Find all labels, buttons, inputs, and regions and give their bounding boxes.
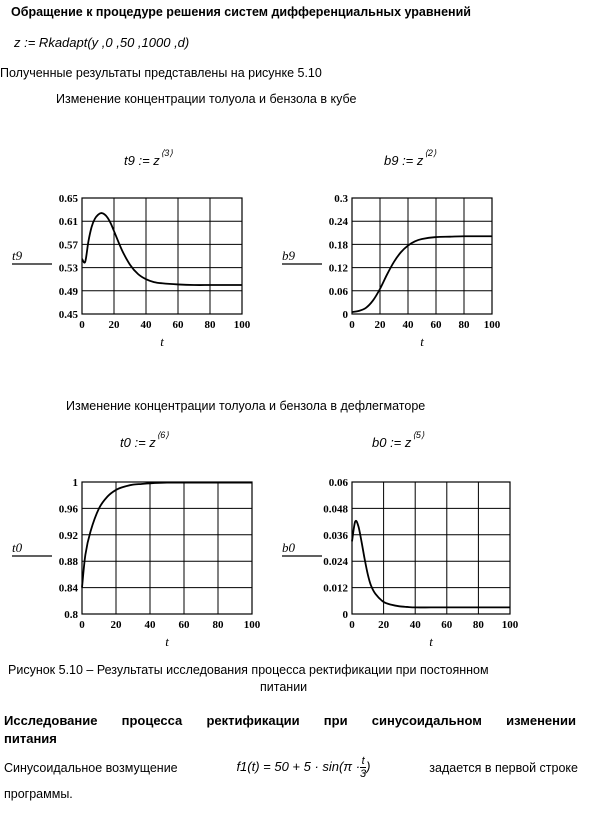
sine-formula-main: f1(t) = 50 + 5 · sin(π ·	[236, 758, 361, 774]
x-tick-label: 60	[430, 319, 442, 331]
b0-definition	[372, 430, 424, 450]
series-line	[82, 213, 242, 285]
t9-definition-lhs: t9 := z	[124, 153, 160, 168]
x-tick-label: 40	[144, 619, 156, 631]
b9-chart	[280, 186, 510, 356]
section-heading-line2: питания	[4, 731, 57, 746]
t9-definition	[124, 148, 173, 168]
x-tick-label: 20	[110, 619, 122, 631]
paragraph-prefix: Синусоидальное возмущение	[4, 760, 178, 775]
t9-chart	[10, 186, 260, 356]
x-axis-label: t	[160, 334, 164, 349]
b9-definition	[384, 148, 436, 168]
x-axis-label: t	[165, 634, 169, 649]
figure-caption-line2: питании	[260, 680, 308, 694]
sine-formula	[236, 755, 370, 780]
section1-title: Изменение концентрации толуола и бензола в кубе	[56, 92, 357, 106]
y-tick-label: 0.012	[323, 582, 348, 595]
b0-chart	[280, 470, 530, 660]
figure-caption-line1: Рисунок 5.10 – Результаты исследования процесса ректификации при постоянном	[8, 663, 489, 677]
t9-definition-index: ⟨3⟩	[160, 148, 173, 158]
x-tick-label: 40	[402, 319, 414, 331]
x-tick-label: 80	[212, 619, 224, 631]
x-tick-label: 100	[501, 619, 519, 631]
y-tick-label: 0.036	[323, 529, 348, 542]
x-tick-label: 60	[172, 319, 184, 331]
y-axis-label: t0	[12, 540, 23, 555]
plot-frame	[352, 198, 492, 314]
x-tick-label: 60	[178, 619, 190, 631]
x-tick-label: 0	[349, 319, 355, 331]
sine-formula-close: )	[366, 758, 371, 774]
b0-definition-lhs: b0 := z	[372, 435, 412, 450]
y-tick-label: 0.3	[334, 193, 348, 205]
paragraph-suffix: задается в первой строке	[429, 760, 578, 775]
y-tick-label: 0.65	[58, 193, 78, 205]
t0-definition-lhs: t0 := z	[120, 435, 156, 450]
b0-definition-index: ⟨5⟩	[412, 430, 425, 440]
y-tick-label: 0.88	[58, 556, 78, 569]
y-tick-label: 0.61	[58, 216, 78, 229]
x-tick-label: 60	[441, 619, 453, 631]
y-tick-label: 0.96	[58, 503, 78, 516]
section2-title: Изменение концентрации толуола и бензола в дефлегматоре	[66, 399, 426, 413]
x-tick-label: 80	[458, 319, 470, 331]
results-sentence: Полученные результаты представлены на рисунке 5.10	[0, 66, 322, 80]
y-tick-label: 0.8	[64, 609, 78, 621]
x-axis-label: t	[429, 634, 433, 649]
y-tick-label: 0.06	[328, 477, 348, 489]
y-axis-label: b9	[282, 248, 295, 263]
b9-definition-index: ⟨2⟩	[424, 148, 437, 158]
y-axis-label: b0	[282, 540, 295, 555]
y-tick-label: 0.57	[58, 239, 78, 252]
y-tick-label: 0.45	[58, 309, 78, 321]
y-tick-label: 0.06	[328, 285, 348, 298]
x-tick-label: 40	[409, 619, 421, 631]
x-axis-label: t	[420, 334, 424, 349]
x-tick-label: 40	[140, 319, 152, 331]
x-tick-label: 20	[378, 619, 390, 631]
x-tick-label: 0	[79, 319, 85, 331]
x-tick-label: 20	[108, 319, 120, 331]
section-heading-line1: Исследование процесса ректификации при синусоидальном изменении	[4, 713, 576, 728]
intro-line: Обращение к процедуре решения систем дифференциальных уравнений	[11, 5, 471, 19]
y-axis-label: t9	[12, 248, 23, 263]
y-tick-label: 0.024	[323, 556, 348, 569]
x-tick-label: 100	[243, 619, 261, 631]
t0-definition	[120, 430, 169, 450]
y-tick-label: 0.92	[58, 529, 78, 542]
x-tick-label: 0	[79, 619, 85, 631]
series-line	[352, 521, 510, 608]
y-tick-label: 1	[72, 477, 78, 489]
y-tick-label: 0	[342, 309, 348, 321]
x-tick-label: 100	[233, 319, 251, 331]
rkadapt-call: z := Rkadapt(y ,0 ,50 ,1000 ,d)	[14, 35, 190, 50]
x-tick-label: 100	[483, 319, 501, 331]
b9-definition-lhs: b9 := z	[384, 153, 424, 168]
y-tick-label: 0.53	[58, 262, 78, 275]
t0-definition-index: ⟨6⟩	[156, 430, 169, 440]
y-tick-label: 0.84	[58, 582, 78, 595]
x-tick-label: 0	[349, 619, 355, 631]
disturbance-paragraph	[4, 755, 578, 780]
y-tick-label: 0.048	[323, 503, 348, 516]
y-tick-label: 0.18	[328, 239, 348, 252]
series-line	[352, 236, 492, 312]
fraction-denominator: 3	[360, 768, 367, 780]
y-tick-label: 0.49	[58, 285, 78, 298]
x-tick-label: 80	[472, 619, 484, 631]
y-tick-label: 0.24	[328, 216, 348, 229]
plot-frame	[82, 482, 252, 614]
y-tick-label: 0	[342, 609, 348, 621]
x-tick-label: 20	[374, 319, 386, 331]
paragraph-line2: программы.	[4, 787, 73, 801]
y-tick-label: 0.12	[328, 262, 348, 275]
fraction-numerator: t	[361, 755, 365, 767]
t0-chart	[10, 470, 270, 660]
x-tick-label: 80	[204, 319, 216, 331]
